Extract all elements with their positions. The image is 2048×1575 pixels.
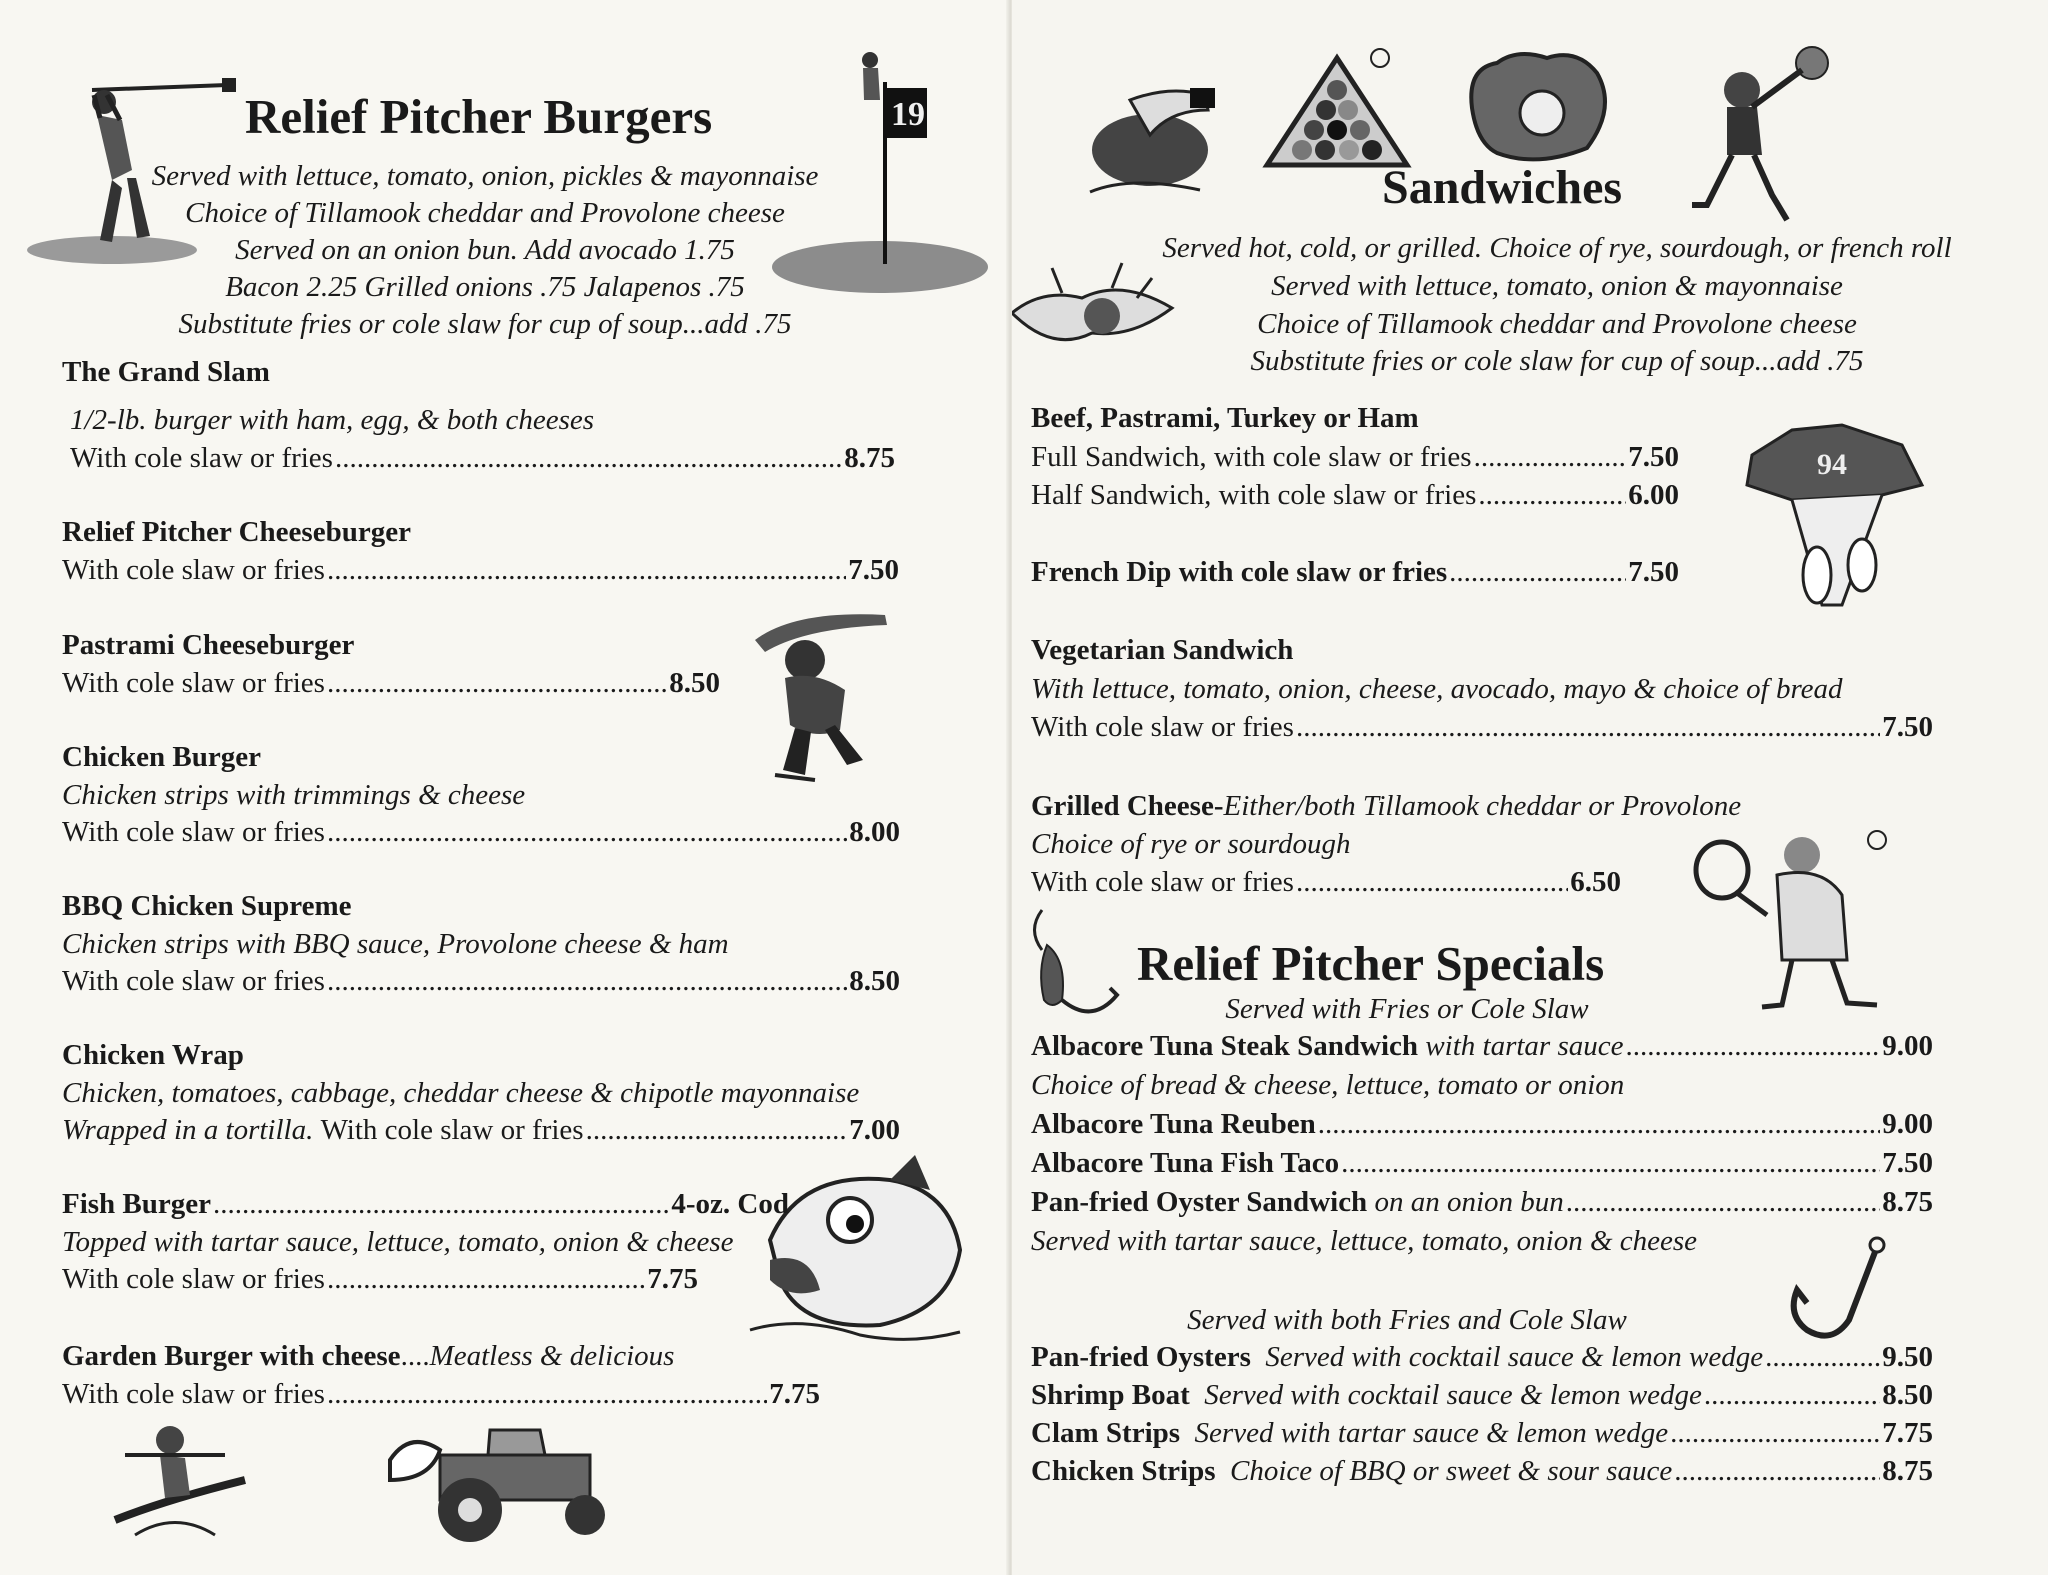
item-price: 9.00 xyxy=(1882,1030,1933,1062)
sandwiches-title: Sandwiches xyxy=(1382,161,1623,214)
fish-icon xyxy=(740,1150,970,1350)
item-desc-2: Wrapped in a tortilla. xyxy=(62,1114,314,1146)
sandwiches-subtitle-4: Substitute fries or cole slaw for cup of soup...add .75 xyxy=(1250,345,1864,377)
race-car-icon xyxy=(370,1410,630,1550)
item-name: Relief Pitcher Cheeseburger xyxy=(62,516,411,548)
sandwiches-subtitle-2: Served with lettuce, tomato, onion & mayonnaise xyxy=(1271,270,1843,302)
line-text: With cole slaw or fries xyxy=(62,1263,325,1295)
item-name: Shrimp Boat xyxy=(1031,1379,1190,1411)
menu-line xyxy=(1031,441,1679,474)
menu-line xyxy=(62,1188,789,1221)
burgers-subtitle-2: Choice of Tillamook cheddar and Provolone cheese xyxy=(185,197,785,229)
item-desc: Topped with tartar sauce, lettuce, tomato, onion & cheese xyxy=(62,1226,734,1258)
item-desc: Served with cocktail sauce & lemon wedge xyxy=(1265,1341,1764,1373)
line-text: With cole slaw or fries xyxy=(1031,711,1294,743)
specials-subtitle-2: Served with both Fries and Cole Slaw xyxy=(1187,1304,1627,1336)
item-name-price: 4-oz. Cod xyxy=(671,1188,789,1220)
item-price: 9.00 xyxy=(1882,1108,1933,1140)
item-name-desc: Meatless & delicious xyxy=(429,1340,675,1372)
left-page xyxy=(0,0,1010,1575)
item-desc: on an onion bun xyxy=(1374,1186,1564,1218)
menu-line xyxy=(1031,1186,1933,1219)
item-name: Grilled Cheese xyxy=(1031,790,1214,822)
item-name: The Grand Slam xyxy=(62,356,270,388)
menu-line xyxy=(1031,556,1679,589)
item-name: Pastrami Cheeseburger xyxy=(62,629,355,661)
menu-line xyxy=(62,1263,698,1296)
right-page xyxy=(1012,0,2048,1575)
line-text: With cole slaw or fries xyxy=(70,442,333,474)
tennis-player-icon xyxy=(1682,825,1902,1015)
menu-line xyxy=(1031,1379,1933,1412)
burgers-subtitle-1: Served with lettuce, tomato, onion, pickles & mayonnaise xyxy=(151,160,819,192)
item-desc: with tartar sauce xyxy=(1425,1030,1624,1062)
item-desc: With lettuce, tomato, onion, cheese, avocado, mayo & choice of bread xyxy=(1031,673,1843,705)
item-price: 8.75 xyxy=(844,442,895,474)
football-helmet-icon xyxy=(1732,415,1932,615)
menu-line xyxy=(1031,1108,1933,1141)
item-name: Garden Burger with cheese xyxy=(62,1340,401,1372)
line-text: Full Sandwich, with cole slaw or fries xyxy=(1031,441,1472,473)
item-price: 7.50 xyxy=(848,554,899,586)
menu-line xyxy=(1031,1417,1933,1450)
menu-line xyxy=(1031,866,1621,899)
menu-line xyxy=(62,1114,900,1147)
item-desc: Choice of rye or sourdough xyxy=(1031,828,1351,860)
item-price: 7.75 xyxy=(1882,1417,1933,1449)
menu-line xyxy=(62,554,899,587)
sandwiches-subtitle-1: Served hot, cold, or grilled. Choice of rye, sourdough, or french roll xyxy=(1162,232,1952,264)
menu-line xyxy=(62,1340,674,1373)
item-name: Chicken Burger xyxy=(62,741,261,773)
menu-line xyxy=(70,442,895,475)
item-name: Beef, Pastrami, Turkey or Ham xyxy=(1031,402,1419,434)
item-desc: Served with cocktail sauce & lemon wedge xyxy=(1204,1379,1702,1411)
sandwiches-subtitle-3: Choice of Tillamook cheddar and Provolone cheese xyxy=(1257,308,1857,340)
item-name-sep: .... xyxy=(400,1340,430,1372)
fish-hook-icon xyxy=(1777,1235,1897,1345)
item-note: Served with tartar sauce, lettuce, tomato, onion & cheese xyxy=(1031,1225,1698,1257)
item-note: Choice of bread & cheese, lettuce, tomato or onion xyxy=(1031,1069,1625,1101)
item-name: Pan-fried Oyster Sandwich xyxy=(1031,1186,1368,1218)
item-price: 8.75 xyxy=(1882,1455,1933,1487)
item-name: Vegetarian Sandwich xyxy=(1031,634,1294,666)
item-price: 6.00 xyxy=(1628,479,1679,511)
item-price: 8.50 xyxy=(1882,1379,1933,1411)
item-price: 9.50 xyxy=(1882,1341,1933,1373)
item-price: 8.50 xyxy=(669,667,720,699)
line-text: With cole slaw or fries xyxy=(62,816,325,848)
item-price: 7.50 xyxy=(1628,441,1679,473)
menu-line xyxy=(1031,1455,1933,1488)
specials-subtitle: Served with Fries or Cole Slaw xyxy=(1225,993,1589,1025)
line-text: With cole slaw or fries xyxy=(320,1114,584,1146)
item-name-desc: Either/both Tillamook cheddar or Provolone xyxy=(1223,790,1742,822)
line-text: With cole slaw or fries xyxy=(62,1378,325,1410)
line-text: With cole slaw or fries xyxy=(62,554,325,586)
flag-number: 19 xyxy=(891,96,925,133)
menu-line xyxy=(62,667,720,700)
item-desc: Served with tartar sauce & lemon wedge xyxy=(1194,1417,1669,1449)
item-name: Pan-fried Oysters xyxy=(1031,1341,1251,1373)
item-name-sep: - xyxy=(1213,790,1224,822)
specials-title: Relief Pitcher Specials xyxy=(1137,936,1605,991)
line-text: With cole slaw or fries xyxy=(1031,866,1294,898)
line-text: With cole slaw or fries xyxy=(62,965,325,997)
menu-line xyxy=(1031,790,1741,823)
item-name: Albacore Tuna Reuben xyxy=(1031,1108,1316,1140)
menu-line xyxy=(1031,1030,1933,1063)
menu-line xyxy=(1031,1147,1933,1180)
item-price: 8.00 xyxy=(849,816,900,848)
burgers-title: Relief Pitcher Burgers xyxy=(245,89,713,144)
surfer-icon xyxy=(105,1410,255,1540)
item-desc: 1/2-lb. burger with ham, egg, & both cheeses xyxy=(70,404,595,436)
item-name: Albacore Tuna Steak Sandwich xyxy=(1031,1030,1419,1062)
item-price: 7.50 xyxy=(1882,1147,1933,1179)
line-text: Half Sandwich, with cole slaw or fries xyxy=(1031,479,1477,511)
item-price: 7.50 xyxy=(1628,556,1679,588)
line-text: With cole slaw or fries xyxy=(62,667,325,699)
item-name: Chicken Wrap xyxy=(62,1039,244,1071)
menu-line xyxy=(62,965,900,998)
item-desc: Chicken strips with BBQ sauce, Provolone cheese & ham xyxy=(62,928,729,960)
burgers-subtitle-4: Bacon 2.25 Grilled onions .75 Jalapenos .75 xyxy=(225,271,745,303)
baseball-player-icon xyxy=(735,600,905,790)
item-price: 8.50 xyxy=(849,965,900,997)
item-price: 7.75 xyxy=(769,1378,820,1410)
item-name: Clam Strips xyxy=(1031,1417,1181,1449)
menu-line xyxy=(1031,479,1679,512)
menu-line xyxy=(62,1378,820,1411)
item-desc: Choice of BBQ or sweet & sour sauce xyxy=(1230,1455,1673,1487)
menu-line xyxy=(62,816,900,849)
burgers-subtitle-3: Served on an onion bun. Add avocado 1.75 xyxy=(235,234,735,266)
football-icon xyxy=(1090,80,1230,200)
item-price: 7.50 xyxy=(1882,711,1933,743)
menu-line xyxy=(1031,711,1933,744)
item-desc: Chicken strips with trimmings & cheese xyxy=(62,779,526,811)
helmet-number: 94 xyxy=(1817,448,1847,481)
item-price: 7.75 xyxy=(647,1263,698,1295)
item-desc: Chicken, tomatoes, cabbage, cheddar cheese & chipotle mayonnaise xyxy=(62,1077,860,1109)
item-name: French Dip with cole slaw or fries xyxy=(1031,556,1448,588)
item-name: Albacore Tuna Fish Taco xyxy=(1031,1147,1340,1179)
item-price: 6.50 xyxy=(1570,866,1621,898)
item-name: Fish Burger xyxy=(62,1188,212,1220)
basketball-player-icon xyxy=(1672,45,1832,235)
item-name: Chicken Strips xyxy=(1031,1455,1216,1487)
item-price: 7.00 xyxy=(849,1114,900,1146)
item-name: BBQ Chicken Supreme xyxy=(62,890,352,922)
billiard-balls-icon xyxy=(1262,50,1412,170)
burgers-subtitle-5: Substitute fries or cole slaw for cup of soup...add .75 xyxy=(178,308,792,340)
item-price: 8.75 xyxy=(1882,1186,1933,1218)
menu-line xyxy=(1031,1341,1933,1374)
baseball-glove-icon xyxy=(1457,48,1617,168)
